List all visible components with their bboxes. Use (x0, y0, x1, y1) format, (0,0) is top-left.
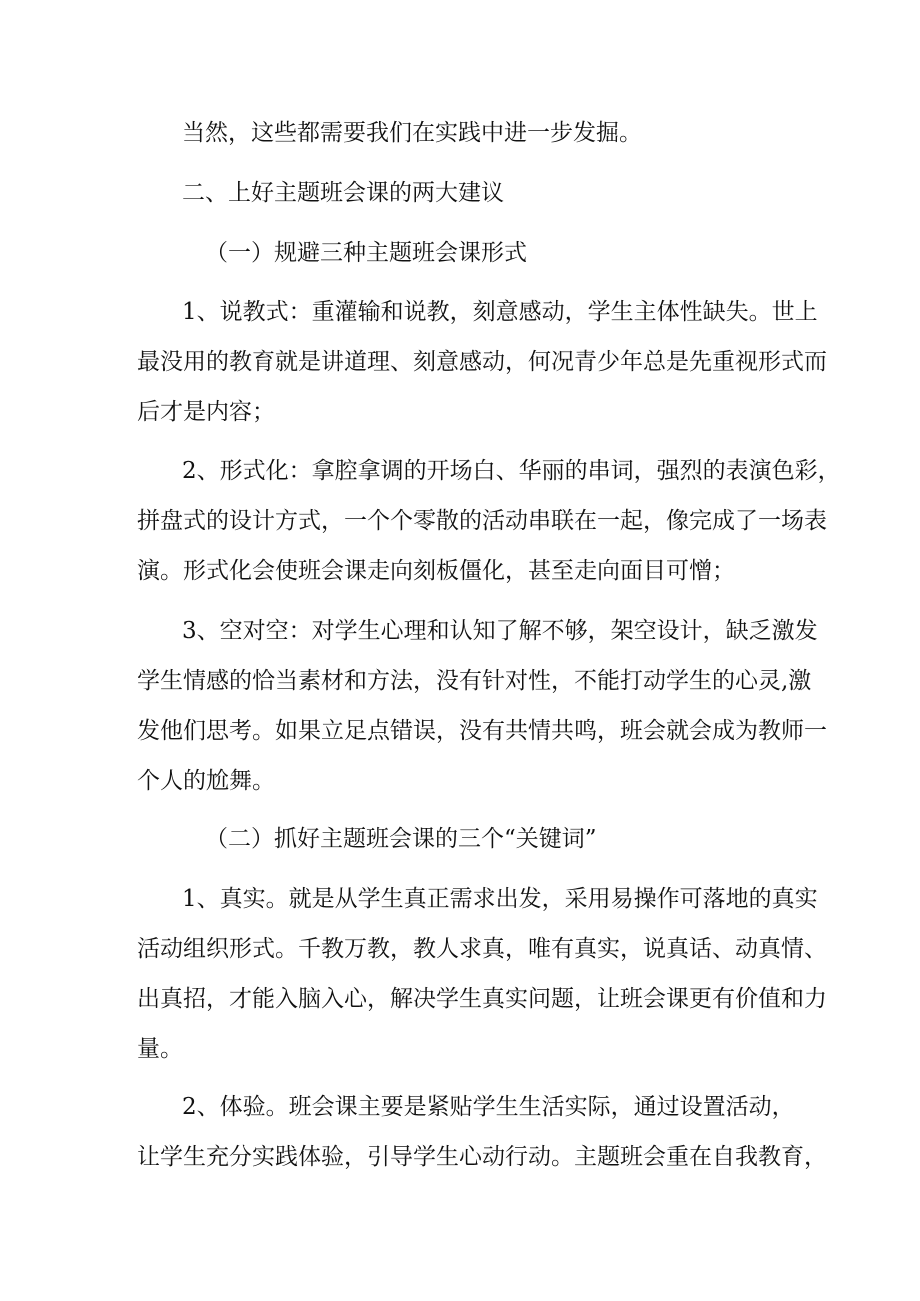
paragraph-line: 拼盘式的设计方式，一个个零散的活动串联在一起，像完成了一场表 (137, 508, 827, 534)
paragraph-line: 后才是内容； (137, 399, 275, 425)
paragraph-line: 1、真实。就是从学生真正需求出发，采用易操作可落地的真实 (182, 886, 818, 912)
subsection-heading: （一）规避三种主题班会课形式 (205, 240, 527, 266)
paragraph-line: 活动组织形式。千教万教，教人求真，唯有真实，说真话、动真情、 (137, 936, 827, 962)
paragraph-line: 个人的尬舞。 (137, 768, 275, 794)
paragraph-line: 1、说教式：重灌输和说教，刻意感动，学生主体性缺失。世上 (182, 299, 818, 325)
paragraph-line: 3、空对空：对学生心理和认知了解不够，架空设计，缺乏激发 (182, 618, 818, 644)
paragraph-line: 学生情感的恰当素材和方法，没有针对性，不能打动学生的心灵,激 (137, 668, 812, 694)
paragraph-line: 让学生充分实践体验，引导学生心动行动。主题班会重在自我教育， (137, 1144, 827, 1170)
subsection-heading: （二）抓好主题班会课的三个“关键词” (205, 826, 597, 852)
paragraph-line: 演。形式化会使班会课走向刻板僵化，甚至走向面目可憎； (137, 558, 735, 584)
paragraph-line: 量。 (137, 1036, 183, 1062)
paragraph-line: 最没用的教育就是讲道理、刻意感动，何况青少年总是先重视形式而 (137, 349, 827, 375)
section-heading: 二、上好主题班会课的两大建议 (182, 180, 504, 206)
paragraph-line: 发他们思考。如果立足点错误，没有共情共鸣，班会就会成为教师一 (137, 718, 827, 744)
paragraph-line: 出真招，才能入脑入心，解决学生真实问题，让班会课更有价值和力 (137, 986, 827, 1012)
paragraph-line: 2、体验。班会课主要是紧贴学生生活实际，通过设置活动， (182, 1094, 795, 1120)
paragraph-line: 当然，这些都需要我们在实践中进一步发掘。 (182, 120, 642, 146)
paragraph-line: 2、形式化：拿腔拿调的开场白、华丽的串词，强烈的表演色彩， (182, 458, 841, 484)
